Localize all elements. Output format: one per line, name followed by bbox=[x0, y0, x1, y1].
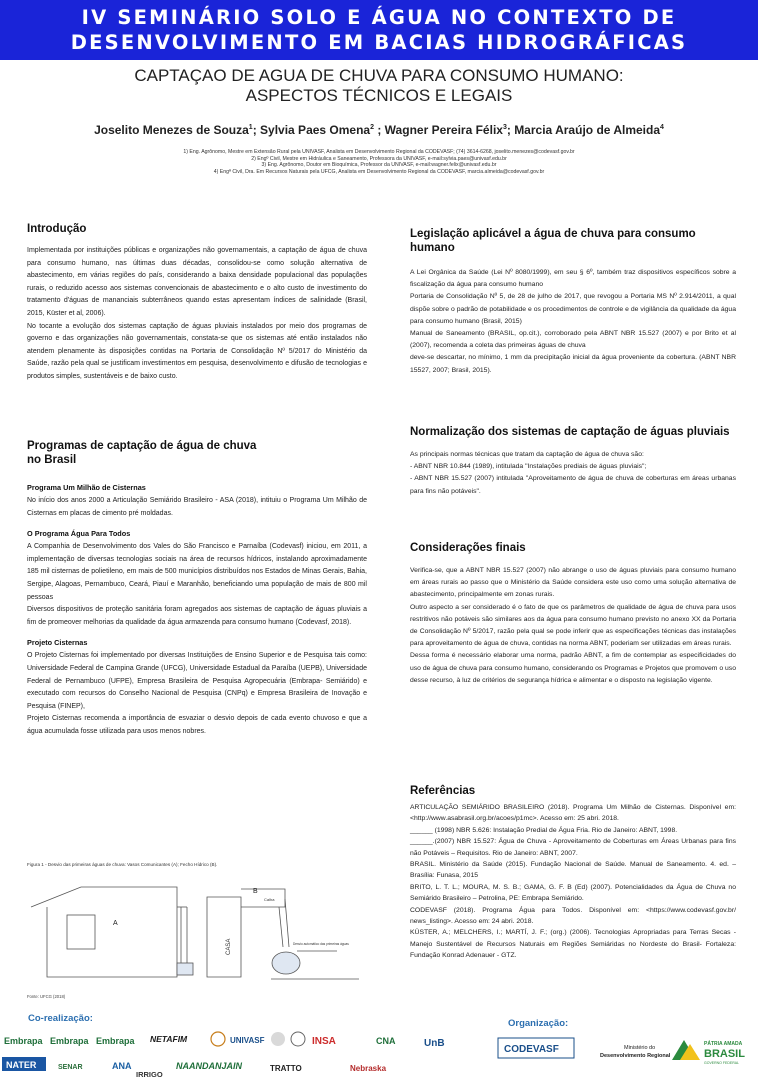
program-title: Projeto Cisternas bbox=[27, 638, 88, 648]
insa-logo: INSA bbox=[312, 1036, 336, 1047]
programs-heading: Programas de captação de água de chuva no Brasil bbox=[27, 440, 257, 466]
conference-banner bbox=[0, 0, 758, 60]
ana-logo: ANA bbox=[112, 1061, 132, 1071]
figure-label-desvio: Desvio automático das primeiras águas bbox=[293, 942, 349, 946]
seal-icon bbox=[271, 1032, 285, 1046]
program-title: O Programa Água Para Todos bbox=[27, 529, 131, 539]
univasf-logo: UNIVASF bbox=[230, 1036, 265, 1045]
reference-item: ______ (1998) NBR 5.626: Instalação Predial de Água Fria. Rio de Janeiro: ABNT, 1998. bbox=[410, 826, 678, 834]
co-realization-label: Co-realização: bbox=[28, 1013, 93, 1024]
normalization-heading: Normalização dos sistemas de captação de águas pluviais bbox=[410, 426, 730, 438]
ministry-line-2: Desenvolvimento Regional bbox=[600, 1053, 671, 1059]
figure-label-a: A bbox=[113, 920, 118, 927]
nater-logo: NATER bbox=[6, 1060, 37, 1070]
legislation-heading: Legislação aplicável a água de chuva para consumo humano bbox=[410, 228, 696, 254]
cna-logo: CNA bbox=[376, 1036, 396, 1046]
references-section bbox=[410, 784, 736, 962]
organization-logos bbox=[496, 1034, 758, 1074]
legislation-section: Legislação aplicável a água de chuva para consumo humano A Lei Orgânica da Saúde (Lei Nº 8080/1999), em seu § 6º, também traz dispositivos específicos sobre a fiscalização da água para consumo humano Portaria de Consolidação Nº 5, de 28 de julho de 2017, que revogou a Portaria MS Nº 2.914/2011, a qual dispõe sobre o padrão de potabilidade e os procedimentos de controle e de vigilância da qualidade da água para consumo humano (Brasil, 2015) Manual de Saneamento (BRASIL, op.cit.), corroborado pela ABNT NBR 15.527 (2007) e por Brito et al (2007), recomenda a coleta das primeiras águas de chuva deve-se descartar, no mínimo, 1 mm da precipitação inicial da água proveniente da cobertura. (ABNT NBR 15527, 2007; Brasil, 2015). bbox=[410, 228, 736, 374]
references-heading: Referências bbox=[410, 785, 476, 797]
reference-item: ______.(2007) NBR 15.527: Água de Chuva - Aproveitamento de Coberturas em Áreas Urbanas para fins não Potáveis – Requisitos. Rio de Janeiro: ABNT, 2007. bbox=[410, 838, 736, 857]
poster-title: CAPTAÇAO DE AGUA DE CHUVA PARA CONSUMO HUMANO: ASPECTOS TÉCNICOS E LEGAIS bbox=[134, 66, 624, 105]
figure-label-calha: Calha bbox=[264, 897, 275, 902]
seal-icon bbox=[291, 1032, 305, 1046]
brasil-text: BRASIL bbox=[704, 1048, 745, 1060]
affiliations: 1) Eng. Agrônomo, Mestre em Extensão Rural pela UNIVASF, Analista em Desenvolvimento Regional da CODEVASF; (74) 3614-6268, joselito.menezes@codevasf.gov.br 2) Engº Civil, Mestre em Hidráulica e Saneamento, Professora da UNIVASF, e-mail:sylvia.paes@univasf.edu.br 3) Eng. Agrônomo, Doutor em Bioquímica, Professor da UNIVASF, e-mail:wagner.felix@univasf.edu.br 4) Engª Civil, Dra. Em Recursos Naturais pela UFCG, Analista em Desenvolvimento Regional da CODEVASF, marcia.almeida@codevasf.gov.br bbox=[183, 149, 575, 176]
introduction-heading: Introdução bbox=[27, 223, 87, 235]
embrapa-logo: Embrapa bbox=[4, 1036, 43, 1046]
irrigo-logo: IRRIGO bbox=[136, 1070, 163, 1079]
reference-item: KÜSTER, A.; MELCHERS, I.; MARTÍ, J. F.; (org.) (2006). Tecnologias Apropriadas para Terras Secas - Manejo Sustentável de Recursos Naturais em Regiões Semiáridas no Nordeste do Brasil- Fortaleza: Fundação Konrad Adenauer - GTZ. bbox=[410, 929, 736, 960]
ministry-line-1: Ministério do bbox=[624, 1045, 656, 1051]
reference-item: CODEVASF (2018). Programa Água para Todos. Disponível em: <https://www.codevasf.gov.br/ news_listing>. Acesso em: 24 abri. 2018. bbox=[410, 906, 736, 926]
tratto-logo: TRATTO bbox=[270, 1064, 302, 1073]
patria-amada-text: PÁTRIA AMADA bbox=[704, 1041, 743, 1047]
reference-item: ARTICULAÇÃO SEMIÁRIDO BRASILEIRO (2018). Programa Um Milhão de Cisternas. Disponível em: <http://www.asabrasil.org.br/acoes/p1mc>. Acesso em: 25 abri. 2018. bbox=[410, 804, 736, 823]
programs-section: Programas de captação de água de chuva no Brasil Programa Um Milhão de Cisternas No início dos anos 2000 a Articulação Semiárido Brasileiro - ASA (2018), intituiu o Programa Um Milhão de Cisternas em placas de cimento pré moldadas. O Programa Água Para Todos A Companhia de Desenvolvimento dos Vales do São Francisco e Parnaíba (Codevasf) iniciou, em 2011, a implementação de diversas tecnologias sociais na área de recursos hídricos, instalando aproximadamente 185 mil cisternas de polietileno, em mais de 500 municípios distribuídos nos Estados de Minas Gerais, Bahia, Sergipe, Alagoas, Pernambuco, Ceará, Piauí e Maranhão, beneficiando uma população de mais de 800 mil pessoas Diversos dispositivos de proteção sanitária foram agregados aos sistemas de captação de águas pluviais a fim de promeover melhorias da qualidade da água armazenda para consumo humano (Codevasf, 2018). Projeto Cisternas O Projeto Cisternas foi implementado por diversas Instituições de Ensino Superior e de Pesquisa tais como: Universidade Federal de Campina Grande (UFCG), Universidade Estadual da Paraíba (UEPB), Universidade Federal de Pernambuco (UFPE), Empresa Brasileira de Pesquisa Agropecuária (Embrapa- Semiárido) e executado com recursos do Conselho Nacional de Pesquisa (CNPq) e Empresa Brasileira de Inovação e Pesquisa (FINEP), Projeto Cisternas recomenda a importância de esvaziar o desvio depois de cada evento chuvoso e que a água acumulada fosse utilizada para usos menos nobres. bbox=[27, 440, 367, 735]
embrapa-logo: Embrapa bbox=[50, 1036, 89, 1046]
figure-caption: Figura 1 - Desvio das primeiras águas de chuva: Vasos Comunicantes (A); Fecho Hídrico (B). bbox=[27, 862, 218, 867]
final-considerations-section: Considerações finais Verifica-se, que a ABNT NBR 15.527 (2007) não abrange o uso de águas pluviais para consumo humano em áreas rurais ao passo que o Ministério da Saúde considera este uso como uma solução alternativa de abastecimento, principalmente em zonas rurais. Outro aspecto a ser considerado é o fato de que os parâmetros de qualidade de água de chuva para usos restritivos não potáveis são similares aos da água para consumo humano previsto no anexo XX da Portaria de Consolidação Nº 5/2017, razão pela qual se pode inferir que as especificações técnicas das instalações para aproveitamento de água de chuva, contidas na norma ABNT, poderiam ser utilizadas em áreas rurais. Dessa forma é necessário elaborar uma norma, padrão ABNT, a fim de contemplar as especificidades do uso de água de chuva para consumo humano, considerando os Programas e Projetos que promovem o uso desse recurso, à luz de critérios de segurança hídrica e alimentar e o disposto na legislação vigente. bbox=[410, 542, 736, 684]
embrapa-logo: Embrapa bbox=[96, 1036, 135, 1046]
governo-federal-text: GOVERNO FEDERAL bbox=[704, 1061, 740, 1065]
banner-line-2: DESENVOLVIMENTO EM BACIAS HIDROGRÁFICAS bbox=[70, 31, 688, 54]
reference-item: BRITO, L. T. L.; MOURA, M. S. B.; GAMA, G. F. B (Ed) (2007). Potencialidades da Água de Chuva no Semiárido Brasileiro – Petrolina, PE: Embrapa Semiárido. bbox=[410, 883, 736, 903]
figure-label-b: B bbox=[253, 888, 258, 895]
unb-logo: UnB bbox=[424, 1038, 445, 1049]
co-realization-logos bbox=[0, 1029, 486, 1080]
seal-icon bbox=[211, 1032, 225, 1046]
figure-label-casa: CASA bbox=[226, 938, 232, 955]
naandanjain-logo: NAANDANJAIN bbox=[176, 1061, 243, 1071]
netafim-logo: NETAFIM bbox=[150, 1034, 188, 1044]
program-title: Programa Um Milhão de Cisternas bbox=[27, 483, 146, 492]
banner-line-1: IV SEMINÁRIO SOLO E ÁGUA NO CONTEXTO DE bbox=[81, 6, 677, 29]
reference-item: BRASIL. Ministério da Saúde (2015). Fundação Nacional de Saúde. Manual de Saneamento. 4. ed. – Brasília: Funasa, 2015 bbox=[410, 861, 736, 880]
figure-rainwater-diversion bbox=[27, 877, 359, 985]
figure-source: Fonte: UFCG (2018) bbox=[27, 994, 66, 999]
organization-label: Organização: bbox=[508, 1018, 569, 1029]
senar-logo: SENAR bbox=[58, 1064, 83, 1071]
final-considerations-heading: Considerações finais bbox=[410, 542, 526, 554]
introduction-section: Introdução Implementada por instituições públicas e organizações não governamentais, a captação de água de chuva para consumo humano, nas últimas duas décadas, consolidou-se como solução alternativa de abastecimento, em várias regiões do país, considerando a baixa densidade populacional das populações rurais, o reduzido acesso aos sistemas convencionais de abastecimento e o alto custo de investimento do tratamento d'águas de mananciais subterrâneos quando estas apresentam índices de salinidade (Brasil, 2015, Küster et al, 2006). No tocante a evolução dos sistemas captação de águas pluviais instalados por meio dos programas de governo e das organizações não governamentais, constata-se que os sistemas até então instalados não atendem plenamente às disposições contidas na Portaria de Consolidação Nº 5/2017 do Ministério da Saúde, razão pela qual se justificam investimentos em pesquisa, desenvolvimento e difusão de tecnologias e produtos simples, sustentáveis e de baixo custo. bbox=[27, 223, 367, 380]
codevasf-logo: CODEVASF bbox=[504, 1044, 559, 1055]
nebraska-logo: Nebraska bbox=[350, 1064, 387, 1073]
normalization-section: Normalização dos sistemas de captação de águas pluviais As principais normas técnicas que tratam da captação de água de chuva são: - ABNT NBR 10.844 (1989), intitulada "Instalações prediais de águas pluviais"; - ABNT NBR 15.527 (2007) intitulada "Aproveitamento de água de chuva de coberturas em áreas urbanas para fins não potáveis". bbox=[410, 426, 736, 495]
authors-line: Joselito Menezes de Souza$^1$; Sylvia Paes Omena$^2$ ; Wagner Pereira Félix$^3$; Marcia Araújo de Almeida$^4$ bbox=[94, 123, 664, 137]
